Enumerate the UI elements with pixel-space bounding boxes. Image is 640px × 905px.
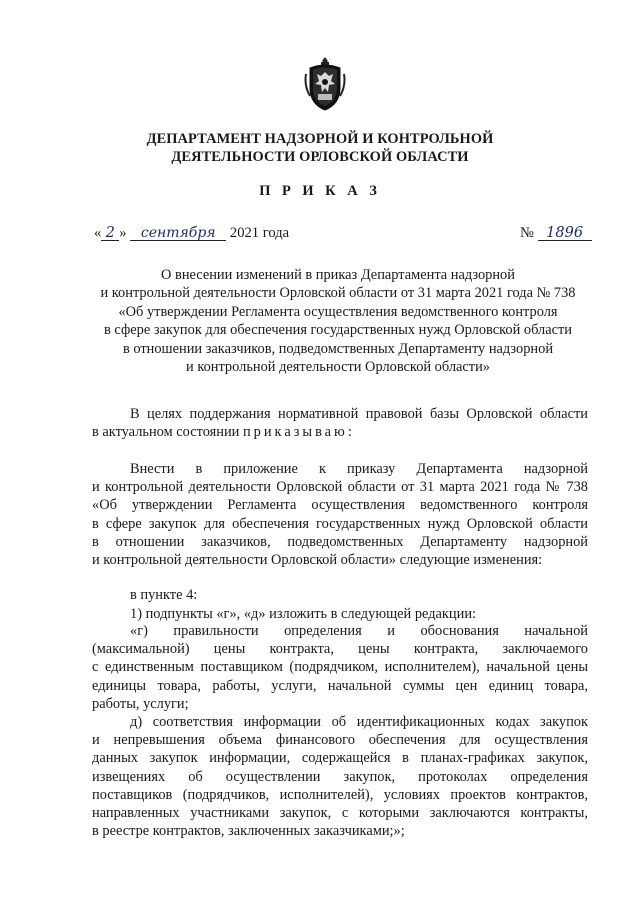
paragraph-line: в сфере закупок для обеспечения государственных нужд Орловской области [92, 515, 588, 532]
preamble-colon: : [347, 424, 352, 441]
order-title [88, 266, 588, 376]
paragraph-line: (максимальной) цены контракта, цены контракта, заключаемого [92, 641, 588, 658]
title-line: и контрольной деятельности Орловской области от 31 марта 2021 года № 738 [100, 285, 576, 302]
title-line: «Об утверждении Регламента осуществления ведомственного контроля [118, 303, 558, 320]
handwritten-day: 2 [101, 226, 119, 241]
point-4-heading [92, 586, 588, 604]
paragraph-line: «Об утверждении Регламента осуществления ведомственного контроля [92, 497, 588, 514]
preamble-line [92, 423, 588, 441]
title-line: О внесении изменений в приказ Департамента надзорной [161, 267, 515, 283]
title-line: и контрольной деятельности Орловской области» [186, 359, 490, 376]
date-year: 2021 года [229, 225, 290, 241]
order-word: приказываю [242, 424, 348, 441]
subpoint-d-paragraph [92, 713, 588, 840]
paragraph-line: поставщиков (подрядчиков, исполнителей), условиях проектов контрактов, [92, 786, 588, 803]
preamble-text: в актуальном состоянии [92, 424, 243, 441]
paragraph-line: направленных участниками закупок, с которыми заключаются контракты, [92, 805, 588, 822]
paragraph-line: извещениях об осуществлении закупок, протоколах определения [92, 768, 588, 785]
main-paragraph [92, 460, 588, 569]
preamble-line: В целях поддержания нормативной правовой базы Орловской области [130, 406, 588, 422]
handwritten-number: 1896 [538, 226, 592, 241]
paragraph-line: 1) подпункты «г», «д» изложить в следующей редакции: [130, 606, 477, 622]
date-close-quote: » [119, 225, 127, 241]
paragraph-line: и непревышения объема финансового обеспечения для осуществления [92, 732, 588, 749]
subpoint-g-paragraph [92, 622, 588, 713]
paragraph-line: данных закупок информации, содержащейся в планах-графиках закупок, [92, 750, 588, 767]
subpoint-1 [92, 605, 588, 623]
paragraph-line: д) соответствия информации об идентификационных кодах закупок [130, 714, 588, 730]
paragraph-line: в пункте 4: [130, 587, 198, 603]
title-line: в сфере закупок для обеспечения государственных нужд Орловской области [104, 322, 572, 339]
paragraph-line: с единственным поставщиком (подрядчиком, исполнителем), начальной цены [92, 659, 588, 676]
paragraph-line: в реестре контрактов, заключенных заказчиками;»; [92, 823, 405, 840]
paragraph-line: Внести в приложение к приказу Департамента надзорной [130, 461, 588, 477]
preamble-paragraph [92, 405, 588, 441]
paragraph-line: и контрольной деятельности Орловской области» следующие изменения: [92, 552, 543, 569]
order-number [520, 225, 592, 242]
date-open-quote: « [94, 225, 102, 241]
number-sign: № [520, 225, 534, 241]
order-date [94, 225, 289, 242]
handwritten-month: сентября [130, 226, 226, 241]
paragraph-line: «г) правильности определения и обоснования начальной [130, 623, 588, 639]
coat-of-arms-emblem [304, 54, 346, 112]
paragraph-line: и контрольной деятельности Орловской области от 31 марта 2021 года № 738 [92, 479, 588, 496]
document-type-title: П Р И К А З [259, 183, 381, 199]
paragraph-line: единицы товара, работы, услуги, начальной суммы цен единиц товара, [92, 677, 588, 694]
title-line: в отношении заказчиков, подведомственных Департаменту надзорной [122, 340, 554, 357]
paragraph-line: работы, услуги; [92, 695, 189, 712]
paragraph-line: в отношении заказчиков, подведомственных Департаменту надзорной [92, 533, 588, 550]
department-name-line-2: ДЕЯТЕЛЬНОСТИ ОРЛОВСКОЙ ОБЛАСТИ [171, 149, 469, 165]
department-name-line-1: ДЕПАРТАМЕНТ НАДЗОРНОЙ И КОНТРОЛЬНОЙ [146, 131, 494, 147]
